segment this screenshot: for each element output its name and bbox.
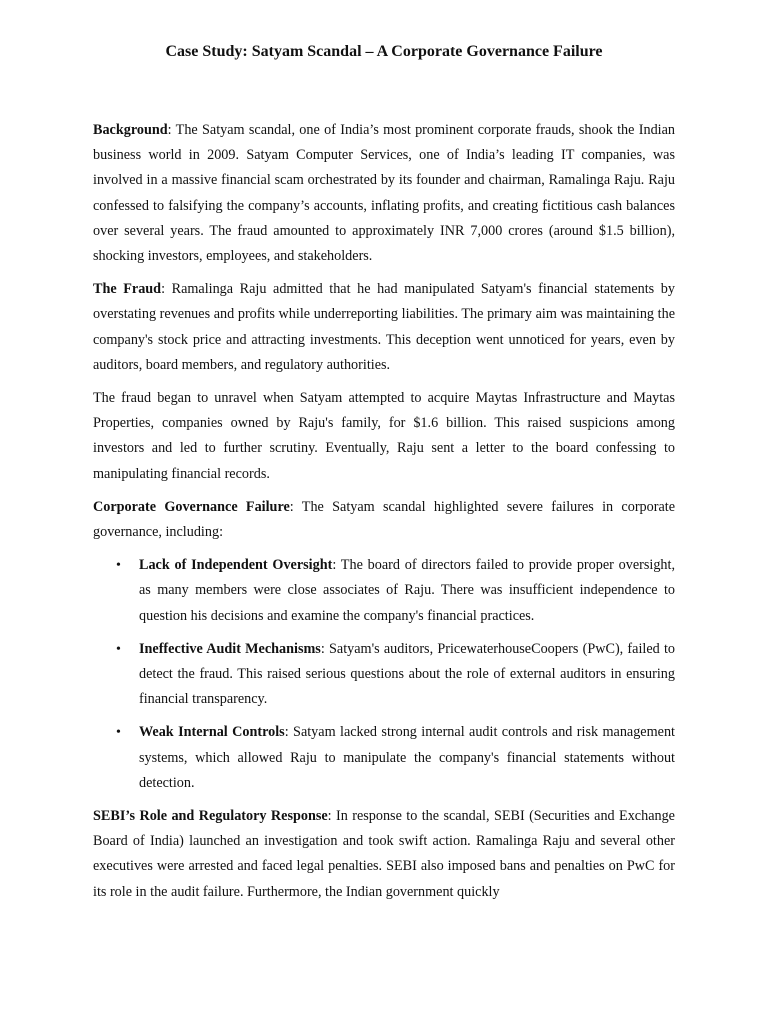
bullet-label: Lack of Independent Oversight xyxy=(139,557,333,574)
fraud-paragraph xyxy=(93,277,675,378)
list-item xyxy=(93,553,675,629)
bullet-icon: • xyxy=(116,558,121,574)
governance-failures-list xyxy=(93,553,675,796)
bullet-text: : Satyam's auditors, PricewaterhouseCoopers (PwC), failed to detect the fraud. This raised serious questions about the role of external auditors in ensuring financial transparency. xyxy=(139,640,675,708)
bullet-label: Ineffective Audit Mechanisms xyxy=(139,640,321,657)
background-paragraph xyxy=(93,118,675,269)
bullet-text: : Satyam lacked strong internal audit controls and risk management systems, which allowed Raju to manipulate the company's financial statements without detection. xyxy=(139,724,675,791)
unravel-paragraph xyxy=(93,386,675,487)
unravel-text: The fraud began to unravel when Satyam attempted to acquire Maytas Infrastructure and Maytas Properties, companies owned by Raju's family, for $1.6 billion. This raised suspicions among investors and led to further scrutiny. Eventually, Raju sent a letter to the board confessing to manipulating financial records. xyxy=(93,390,675,482)
governance-paragraph xyxy=(93,495,675,545)
list-item xyxy=(93,637,675,713)
background-label: Background xyxy=(93,122,168,138)
bullet-icon: • xyxy=(116,641,121,657)
bullet-icon: • xyxy=(116,725,121,741)
governance-text: : The Satyam scandal highlighted severe failures in corporate governance, including: xyxy=(93,498,675,541)
background-text: : The Satyam scandal, one of India’s most prominent corporate frauds, shook the Indian business world in 2009. Satyam Computer Services, one of India’s leading IT companies, was involved in a massive financial scam orchestrated by its founder and chairman, Ramalinga Raju. Raju confessed to falsifying the company’s accounts, inflating profits, and creating fictitious cash balances over several years. The fraud amounted to approximately INR 7,000 crores (around $1.5 billion), shocking investors, employees, and stakeholders. xyxy=(93,122,675,265)
page-title: Case Study: Satyam Scandal – A Corporate Governance Failure xyxy=(165,43,603,60)
governance-label: Corporate Governance Failure xyxy=(93,498,290,515)
sebi-text: : In response to the scandal, SEBI (Securities and Exchange Board of India) launched an investigation and took swift action. Ramalinga Raju and several other executives were arrested and faced legal penalties. SEBI also imposed bans and penalties on PwC for its role in the audit failure. Furthermore, the Indian government quickly xyxy=(93,808,675,900)
bullet-label: Weak Internal Controls xyxy=(139,724,285,741)
list-item xyxy=(93,720,675,796)
sebi-paragraph xyxy=(93,804,675,905)
fraud-label: The Fraud xyxy=(93,281,162,298)
fraud-text: : Ramalinga Raju admitted that he had manipulated Satyam's financial statements by overstating revenues and profits while underreporting liabilities. The primary aim was maintaining the company's stock price and attracting investments. This deception went unnoticed for years, even by auditors, board members, and regulatory authorities. xyxy=(93,281,675,373)
bullet-text: : The board of directors failed to provide proper oversight, as many members were close associates of Raju. There was insufficient independence to question his decisions and examine the company's financial practices. xyxy=(139,557,676,624)
document-body xyxy=(93,118,675,913)
sebi-label: SEBI’s Role and Regulatory Response xyxy=(93,808,328,825)
